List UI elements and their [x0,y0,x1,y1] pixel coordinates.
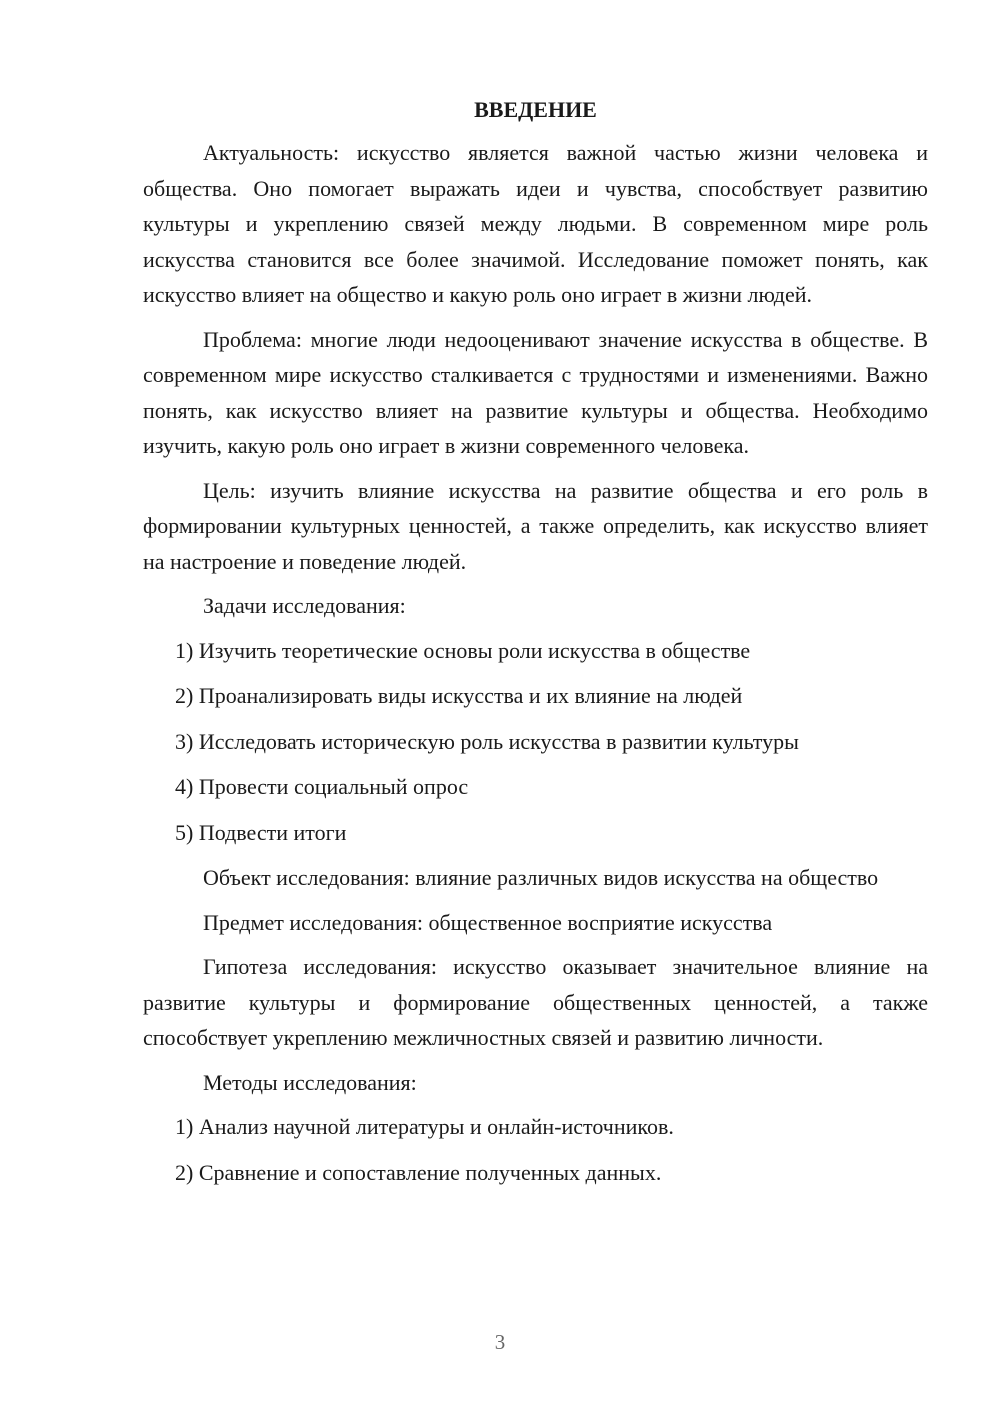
list-item: 2) Сравнение и сопоставление полученных данных. [175,1159,662,1185]
list-item: 5) Подвести итоги [175,819,347,845]
tasks-label: Задачи исследования: [203,593,406,618]
list-item: 1) Анализ научной литературы и онлайн-источников. [175,1114,674,1139]
methods-list [143,1109,928,1190]
list-item: 2) Проанализировать виды искусства и их влияние на людей [175,683,743,708]
relevance-paragraph: Актуальность: искусство является важной частью жизни человека и общества. Оно помогает выражать идеи и чувства, способствует развитию культуры и укреплению связей между людьми. В современном мире роль искусства становится все более значимой. Исследование поможет понять, как искусство влияет на общество и какую роль оно играет в жизни людей. [143,140,928,307]
problem-paragraph: Проблема: многие люди недооценивают значение искусства в обществе. В современном мире искусство сталкивается с трудностями и изменениями. Важно понять, как искусство влияет на развитие культуры и общества. Необходимо изучить, какую роль оно играет в жизни современного человека. [143,326,928,458]
list-item: 3) Исследовать историческую роль искусства в развитии культуры [175,728,799,754]
page-number: 3 [494,1330,506,1354]
tasks-list [143,633,928,851]
page-title: ВВЕДЕНИЕ [474,97,597,122]
methods-label: Методы исследования: [203,1069,417,1095]
page-content [143,92,928,1200]
list-item: 1) Изучить теоретические основы роли искусства в обществе [175,637,751,663]
hypothesis-paragraph: Гипотеза исследования: искусство оказывает значительное влияние на развитие культуры и формирование общественных ценностей, а также способствует укреплению межличностных связей и развитию личности. [143,954,928,1050]
subject-paragraph: Предмет исследования: общественное восприятие искусства [203,909,773,935]
list-item: 4) Провести социальный опрос [175,774,469,799]
goal-paragraph: Цель: изучить влияние искусства на развитие общества и его роль в формировании культурных ценностей, а также определить, как искусство влияет на настроение и поведение людей. [143,477,928,574]
object-paragraph: Объект исследования: влияние различных видов искусства на общество [203,865,879,890]
